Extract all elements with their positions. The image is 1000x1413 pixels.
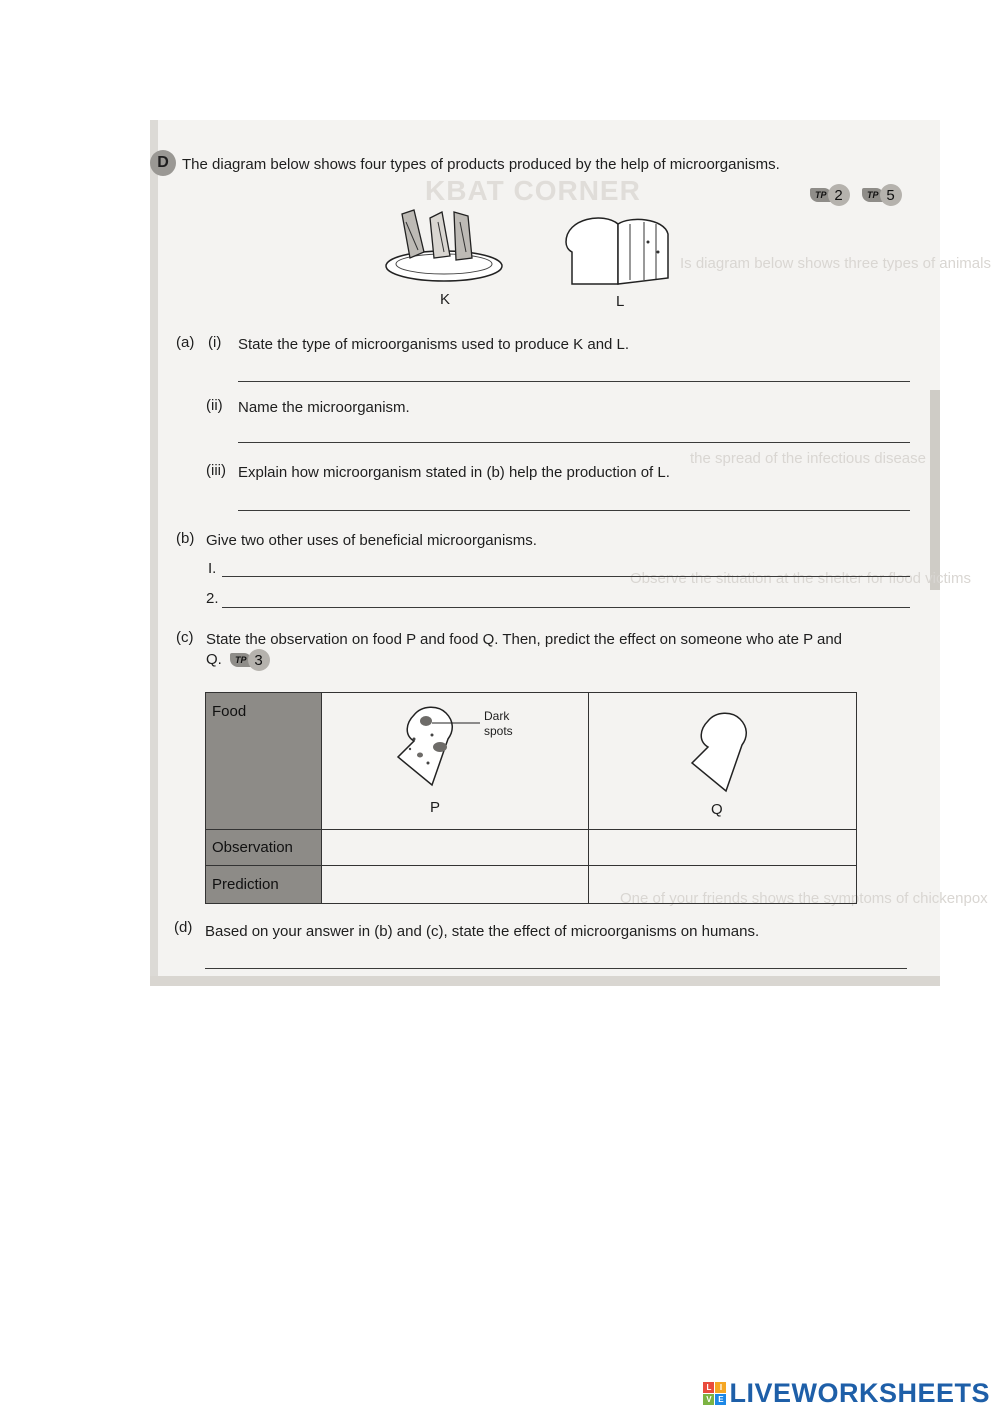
tp-badge-2 bbox=[810, 184, 850, 206]
show-through-heading: KBAT CORNER bbox=[425, 175, 641, 206]
part-d-label: (d) bbox=[174, 919, 193, 936]
part-c-text-line1: State the observation on food P and food Q. Then, predict the effect on someone who ate P and bbox=[206, 631, 843, 648]
part-b-label: (b) bbox=[176, 530, 195, 547]
tp-tag: TP bbox=[230, 653, 252, 667]
scan-bottom-strip bbox=[150, 976, 940, 986]
observation-table bbox=[205, 692, 857, 904]
tp-tag: TP bbox=[810, 188, 832, 202]
part-a-label: (a) bbox=[176, 334, 195, 351]
part-d-text: Based on your answer in (b) and (c), state the effect of microorganisms on humans. bbox=[205, 923, 760, 940]
logo-letter: L bbox=[703, 1382, 714, 1393]
show-through-text: One of your friends shows the symptoms of chickenpox bbox=[620, 890, 988, 907]
tp-badge-5 bbox=[862, 184, 902, 206]
prediction-p-cell[interactable] bbox=[322, 866, 588, 902]
part-b-item-1: I. bbox=[208, 560, 217, 577]
part-b-item-2: 2. bbox=[206, 590, 219, 607]
product-k-illustration bbox=[382, 202, 512, 292]
label-q: Q bbox=[711, 801, 723, 818]
worksheet-scan bbox=[150, 120, 991, 986]
observation-q-cell[interactable] bbox=[589, 830, 855, 864]
tp-level: 2 bbox=[828, 184, 850, 206]
row-label-prediction: Prediction bbox=[212, 876, 279, 893]
label-k: K bbox=[440, 291, 451, 308]
answer-line-d[interactable] bbox=[205, 968, 907, 969]
question-number-badge bbox=[150, 150, 176, 176]
answer-line-a-ii[interactable] bbox=[238, 442, 910, 443]
answer-line-b-1[interactable] bbox=[222, 576, 910, 577]
question-intro: The diagram below shows four types of products produced by the help of microorganisms. bbox=[182, 156, 780, 173]
logo-letter: I bbox=[715, 1382, 726, 1393]
label-l: L bbox=[616, 293, 625, 310]
logo-mark bbox=[703, 1382, 726, 1405]
answer-line-a-iii[interactable] bbox=[238, 510, 910, 511]
show-through-text: the spread of the infectious disease bbox=[690, 450, 926, 467]
part-a-i-text: State the type of microorganisms used to produce K and L. bbox=[238, 336, 630, 353]
product-l-illustration bbox=[560, 212, 675, 292]
liveworksheets-logo bbox=[703, 1378, 990, 1409]
part-c-label: (c) bbox=[176, 629, 194, 646]
part-a-iii-label: (iii) bbox=[206, 462, 226, 479]
tp-tag: TP bbox=[862, 188, 884, 202]
tp-level: 3 bbox=[248, 649, 270, 671]
row-label-observation: Observation bbox=[212, 839, 293, 856]
tp-badge-3 bbox=[230, 649, 270, 671]
logo-letter: V bbox=[703, 1394, 714, 1405]
part-a-iii-text: Explain how microorganism stated in (b) help the production of L. bbox=[238, 464, 670, 481]
prediction-q-cell[interactable] bbox=[589, 866, 855, 902]
part-b-text: Give two other uses of beneficial microorganisms. bbox=[206, 532, 537, 549]
food-p-illustration bbox=[392, 701, 482, 791]
annotation-dark: Dark bbox=[484, 709, 510, 723]
part-a-ii-text: Name the microorganism. bbox=[238, 399, 410, 416]
annotation-spots: spots bbox=[484, 724, 513, 738]
logo-letter: E bbox=[715, 1394, 726, 1405]
logo-text: LIVEWORKSHEETS bbox=[729, 1378, 990, 1408]
scan-edge-right bbox=[930, 390, 940, 590]
observation-p-cell[interactable] bbox=[322, 830, 588, 864]
part-a-i-label: (i) bbox=[208, 334, 222, 351]
label-p: P bbox=[430, 799, 441, 816]
scan-edge-left bbox=[150, 120, 158, 986]
part-a-ii-label: (ii) bbox=[206, 397, 223, 414]
question-number: D bbox=[157, 154, 169, 171]
food-q-illustration bbox=[686, 707, 766, 797]
row-label-food: Food bbox=[212, 703, 247, 720]
table-header-column bbox=[206, 693, 321, 903]
part-c-text-line2: Q. bbox=[206, 651, 222, 668]
tp-level: 5 bbox=[880, 184, 902, 206]
answer-line-b-2[interactable] bbox=[222, 607, 910, 608]
answer-line-a-i[interactable] bbox=[238, 381, 910, 382]
show-through-text: Observe the situation at the shelter for flood victims bbox=[630, 570, 971, 587]
table-divider bbox=[206, 829, 321, 830]
show-through-text: Is diagram below shows three types of animals bbox=[680, 255, 991, 272]
